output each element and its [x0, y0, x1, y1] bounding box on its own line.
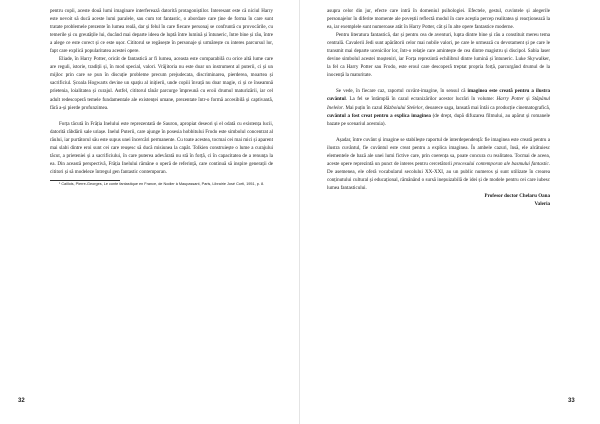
right-paragraph-4: [327, 136, 550, 192]
p3-title-harry-potter: Harry Potter: [496, 96, 524, 103]
footnote: ¹ Caillois, Pierre-Georges, Le conte fantastique en France, de Nodier à Maupassant, Paris, Librairie José Corti, 1951, p. 8.: [59, 181, 265, 186]
page-number-left: 32: [18, 398, 25, 404]
signature-name: Profesor doctor Chelaru Oana: [484, 192, 550, 199]
p3-bold-b: cuvântul a fost creat pentru a explica imaginea: [327, 112, 431, 119]
right-paragraph-2: Pentru literatura fantastică, dar și pentru cea de aventuri, lupta dintre bine și rău a constituit mereu tema centrală. Cavalerii Jedi sunt apărătorii celor mai nobile valori, pe care le urmează cu devotament și pe care le transmit mai departe ucenicilor lor, într-o relație care amintește de cea dintre magistru și discipol. Sabia laser devine simbolul acestei moșteniri, iar Forța reprezintă echilibrul dintre lumină și întuneric. Luke Skywalker, la fel ca Harry Potter sau Frodo, este eroul care descoperă treptat propria forță, parcurgând drumul de la inocență la maturitate.: [327, 32, 550, 79]
right-paragraph-3: [327, 87, 550, 127]
signature: [327, 192, 550, 208]
left-paragraph-3: Forța tăcută în Frăția Inelului este reprezentată de Sauron, apropiat deseori și el odată cu existența lucii, datorită răbdării sale uriașe. Inelul Puterii, care ajunge în posesia hobbitului Frodo este simbolul concentrat al răului, iar purtătorul său este supus unei încercări permanente. Cu toate acestea, tocmai cei mai mici și aparent mai slabi dintre eroi sunt cei care reușesc să ducă misiunea la capăt. Tolkien construiește o lume a curajului tăcut, a prieteniei și a sacrificiului, în care puterea adevărată nu stă în forță, ci în capacitatea de a renunța la ea. Din această perspectivă, Frăția Inelului rămâne o operă de referință, care continuă să inspire generații de cititori și să modeleze întregul gen fantastic contemporan.: [50, 120, 273, 175]
right-page: [300, 0, 600, 424]
p4-italic: procesului contemporan ale basmului fantastic: [453, 160, 549, 167]
p4-text-b: . De asemenea, ele oferă vocabularul secolului XX-XXI, au un public numeros și sunt utilizate în crearea conținutului cultural și educațional, rămânând o sursă inepuizabilă de idei și de modele pentru cei care iubesc lumea fantasticului.: [327, 160, 551, 191]
left-text-column: [50, 7, 273, 187]
p3-text-c: . Mai puțin în cazul: [342, 104, 384, 111]
p3-text-a: Se vede, în fiecare caz, raportul cuvânt-imagine, în sensul că: [336, 88, 468, 95]
p3-text-e: (de drept, după difuzarea filmului, au apărut și romanele bazate pe scenariul acestuia).: [327, 112, 550, 127]
left-paragraph-2: Eliade, în Harry Potter, oricât de fantastică ar fi lumea, aceasta este comparabilă cu orice altă lume care are reguli, istorie, tradiții și, în mod special, valori. Vrăjitoria nu este doar un instrument al puterii, ci și un mijloc prin care se pun în discuție probleme precum prejudecata, discriminarea, pierderea, moartea și sacrificiul. Școala Hogwarts devine un spațiu al inițierii, unde copiii învață nu doar magie, ci și ce înseamnă prietenia, loialitatea și curajul. Astfel, cititorul tânăr parcurge împreună cu eroii drumul maturizării, iar cel adult redescoperă temele fundamentale ale existenței umane, prezentate într-o formă accesibilă și captivantă, fără a-și pierde profunzimea.: [50, 56, 273, 111]
left-paragraph-1: pentru copii, aceste două lumi imaginare interferează datorită protagoniștilor. Interesant este că niciul Harry este nevoit să ducă aceste lumi paralele, sau cum tot fantastic, o abordare care ține de forma în care sunt tratate problemele prezente în lumea reală, dar și felul în care fiecare personaj se confruntă cu provocările, cu temerile și cu greutățile lui, ducând mai departe ideea de luptă între lumină și întuneric, între bine și rău, între a alege ce este corect și ce este ușor. Cititorul se regăsește în personaje și urmărește cu interes parcursul lor, fapt care explică popularitatea acestei opere.: [50, 8, 273, 55]
signature-name-2: Valeria: [534, 201, 550, 208]
p3-title-lotr: Stăpânul Inelelor: [327, 96, 551, 111]
p3-text-d: , deoarece saga, lansată mai întâi ca producție cinematografică,: [422, 104, 550, 111]
p3-bold-a: imaginea este creată pentru a ilustra cuvântul: [327, 88, 550, 103]
p3-title-star-wars: Războiului Stelelor: [383, 104, 423, 111]
right-paragraph-1: asupra celor din jur, efecte care intră în domeniul psihologiei. Efectele, gestul, cuvintele și alegerile personajelor în diferite momente ale poveștii reflectă modul în care aceștia percep realitatea și reacționează la ea, iar exemplele sunt numeroase atât în Harry Potter, cât și în alte opere fantastice moderne.: [327, 8, 550, 31]
p3-text-b: . La fel se întâmplă în cazul ecranizărilor acestor lucrări în volume:: [345, 96, 497, 103]
page-number-right: 33: [568, 398, 575, 404]
right-text-column: [327, 7, 550, 347]
p3-text-and: și: [523, 96, 533, 103]
p4-text-a: Așadar, între cuvânt și imagine se stabilește raportul de interdependență: fie imaginea este creată pentru a ilustra cuvântul, fie cuvântul este creat pentru a explica imaginea. În ambele cazuri, însă, ele alcătuiesc elementele de bază ale unei lumi fictive care, prin coerența sa, poate concura cu realitatea. Tocmai de aceea, aceste opere reprezintă un punct de interes pentru cercetătorii: [327, 136, 550, 167]
